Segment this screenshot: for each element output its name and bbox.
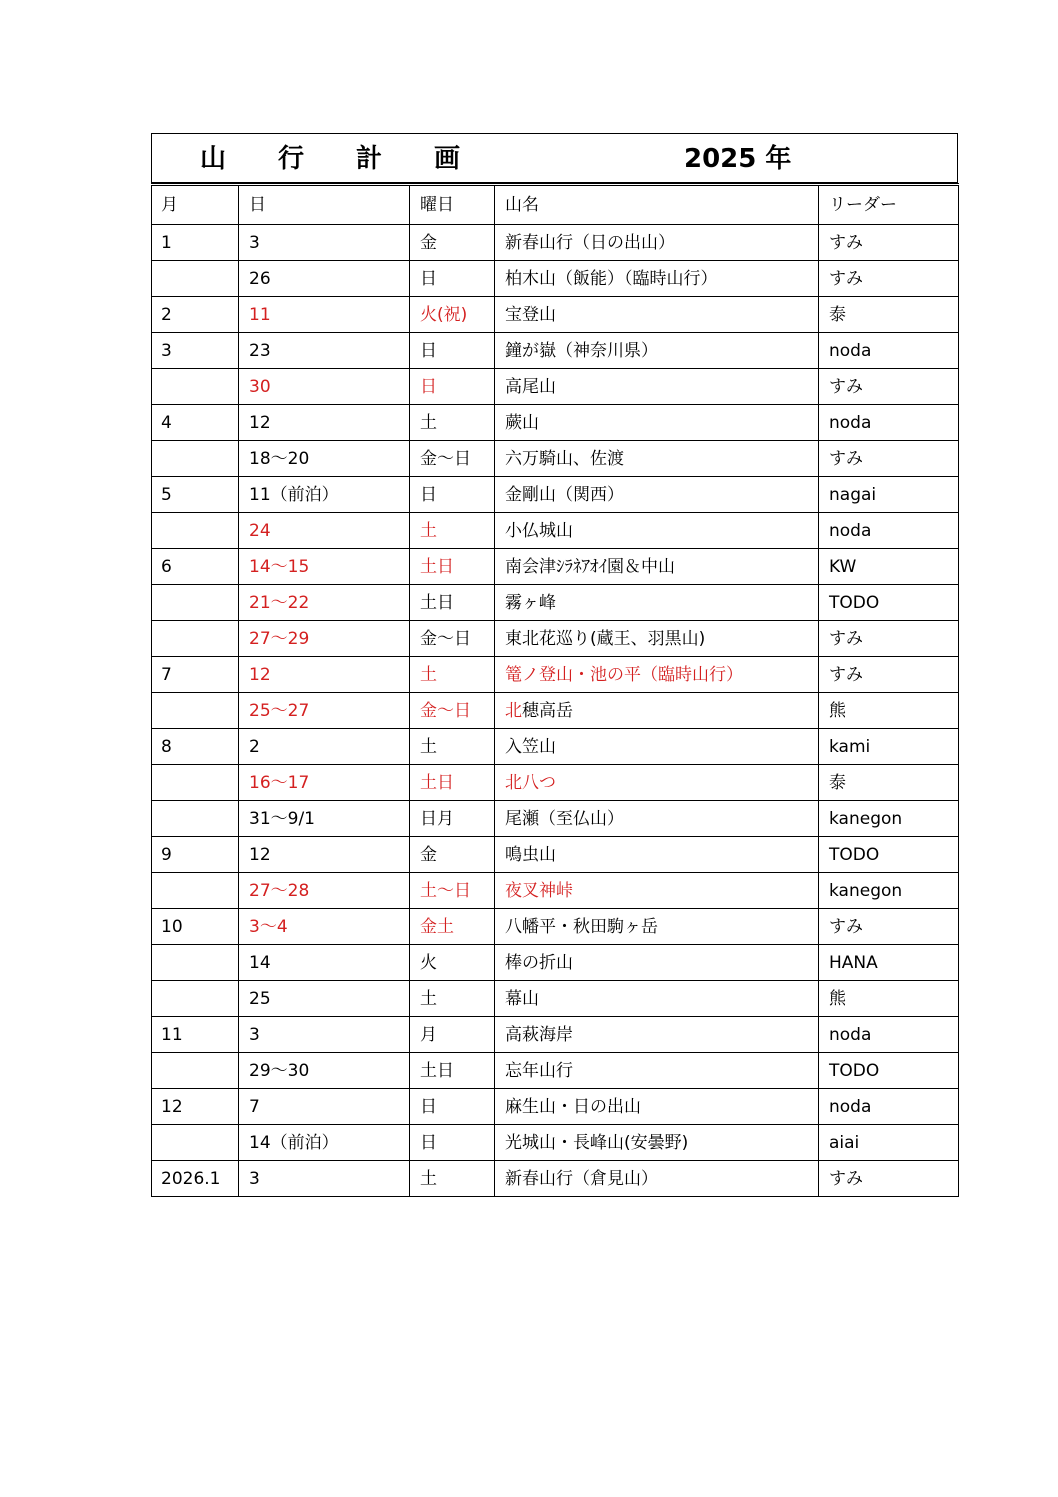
month-cell bbox=[152, 369, 239, 405]
header-mountain: 山名 bbox=[495, 185, 819, 225]
day-cell: 16～17 bbox=[239, 765, 410, 801]
dow-cell: 土日 bbox=[410, 765, 495, 801]
month-cell: 3 bbox=[152, 333, 239, 369]
mountain-cell bbox=[495, 693, 819, 729]
table-row bbox=[152, 873, 959, 909]
table-row bbox=[152, 801, 959, 837]
mountain-cell: 新春山行（倉見山） bbox=[495, 1161, 819, 1197]
title-box bbox=[151, 133, 958, 183]
table-row bbox=[152, 441, 959, 477]
dow-cell: 土 bbox=[410, 981, 495, 1017]
leader-cell: 泰 bbox=[819, 765, 959, 801]
day-cell: 21～22 bbox=[239, 585, 410, 621]
month-cell bbox=[152, 693, 239, 729]
month-cell bbox=[152, 261, 239, 297]
month-cell: 8 bbox=[152, 729, 239, 765]
mountain-cell: 尾瀬（至仏山） bbox=[495, 801, 819, 837]
mountain-cell: 忘年山行 bbox=[495, 1053, 819, 1089]
dow-cell: 土日 bbox=[410, 585, 495, 621]
day-cell: 11 bbox=[239, 297, 410, 333]
dow-cell: 日 bbox=[410, 369, 495, 405]
day-cell: 14 bbox=[239, 945, 410, 981]
dow-cell: 日月 bbox=[410, 801, 495, 837]
mountain-cell: 東北花巡り(蔵王、羽黒山) bbox=[495, 621, 819, 657]
table-row bbox=[152, 513, 959, 549]
day-cell: 23 bbox=[239, 333, 410, 369]
day-cell: 3 bbox=[239, 1017, 410, 1053]
dow-cell: 土 bbox=[410, 405, 495, 441]
month-cell bbox=[152, 873, 239, 909]
leader-cell: noda bbox=[819, 405, 959, 441]
leader-cell: HANA bbox=[819, 945, 959, 981]
table-row bbox=[152, 981, 959, 1017]
page-title: 山 行 計 画 bbox=[200, 144, 461, 174]
leader-cell: kami bbox=[819, 729, 959, 765]
header-leader: リーダー bbox=[819, 185, 959, 225]
month-cell bbox=[152, 513, 239, 549]
month-cell: 2 bbox=[152, 297, 239, 333]
mountain-cell: 六万騎山、佐渡 bbox=[495, 441, 819, 477]
dow-cell: 月 bbox=[410, 1017, 495, 1053]
leader-cell: すみ bbox=[819, 369, 959, 405]
header-dow: 曜日 bbox=[410, 185, 495, 225]
mountain-cell: 光城山・長峰山(安曇野) bbox=[495, 1125, 819, 1161]
table-row bbox=[152, 585, 959, 621]
dow-cell: 火(祝) bbox=[410, 297, 495, 333]
table-row bbox=[152, 405, 959, 441]
day-cell: 11（前泊） bbox=[239, 477, 410, 513]
mountain-cell: 北八つ bbox=[495, 765, 819, 801]
month-cell bbox=[152, 585, 239, 621]
mountain-cell: 八幡平・秋田駒ヶ岳 bbox=[495, 909, 819, 945]
leader-cell: TODO bbox=[819, 585, 959, 621]
day-cell: 12 bbox=[239, 837, 410, 873]
table-row bbox=[152, 657, 959, 693]
month-cell bbox=[152, 945, 239, 981]
day-cell: 12 bbox=[239, 405, 410, 441]
mountain-cell: 高尾山 bbox=[495, 369, 819, 405]
table-row bbox=[152, 297, 959, 333]
mountain-cell: 鳴虫山 bbox=[495, 837, 819, 873]
mountain-cell: 篭ノ登山・池の平（臨時山行） bbox=[495, 657, 819, 693]
header-row bbox=[152, 185, 959, 225]
leader-cell: すみ bbox=[819, 261, 959, 297]
month-cell bbox=[152, 765, 239, 801]
day-cell: 14～15 bbox=[239, 549, 410, 585]
day-cell: 30 bbox=[239, 369, 410, 405]
dow-cell: 土～日 bbox=[410, 873, 495, 909]
month-cell: 5 bbox=[152, 477, 239, 513]
leader-cell: noda bbox=[819, 1089, 959, 1125]
leader-cell: すみ bbox=[819, 657, 959, 693]
table-row bbox=[152, 225, 959, 261]
day-cell: 7 bbox=[239, 1089, 410, 1125]
table-row bbox=[152, 729, 959, 765]
dow-cell: 日 bbox=[410, 1125, 495, 1161]
mountain-cell: 小仏城山 bbox=[495, 513, 819, 549]
mountain-cell: 高萩海岸 bbox=[495, 1017, 819, 1053]
month-cell: 10 bbox=[152, 909, 239, 945]
leader-cell: noda bbox=[819, 1017, 959, 1053]
leader-cell: 熊 bbox=[819, 693, 959, 729]
leader-cell: TODO bbox=[819, 1053, 959, 1089]
month-cell: 12 bbox=[152, 1089, 239, 1125]
mountain-name-rest: 穂高岳 bbox=[522, 700, 573, 721]
table-row bbox=[152, 909, 959, 945]
leader-cell: すみ bbox=[819, 1161, 959, 1197]
leader-cell: aiai bbox=[819, 1125, 959, 1161]
dow-cell: 金 bbox=[410, 225, 495, 261]
day-cell: 24 bbox=[239, 513, 410, 549]
leader-cell: nagai bbox=[819, 477, 959, 513]
day-cell: 29～30 bbox=[239, 1053, 410, 1089]
day-cell: 3 bbox=[239, 1161, 410, 1197]
table-row bbox=[152, 333, 959, 369]
table-row bbox=[152, 369, 959, 405]
day-cell: 27～29 bbox=[239, 621, 410, 657]
month-cell bbox=[152, 441, 239, 477]
dow-cell: 日 bbox=[410, 477, 495, 513]
table-row bbox=[152, 549, 959, 585]
day-cell: 18～20 bbox=[239, 441, 410, 477]
leader-cell: 熊 bbox=[819, 981, 959, 1017]
table-row bbox=[152, 1017, 959, 1053]
dow-cell: 日 bbox=[410, 261, 495, 297]
mountain-cell: 南会津ｼﾗﾈｱｵｲ園＆中山 bbox=[495, 549, 819, 585]
dow-cell: 土 bbox=[410, 513, 495, 549]
dow-cell: 土 bbox=[410, 1161, 495, 1197]
dow-cell: 土 bbox=[410, 729, 495, 765]
dow-cell: 金～日 bbox=[410, 693, 495, 729]
dow-cell: 土 bbox=[410, 657, 495, 693]
leader-cell: すみ bbox=[819, 909, 959, 945]
leader-cell: KW bbox=[819, 549, 959, 585]
dow-cell: 金～日 bbox=[410, 441, 495, 477]
table-row bbox=[152, 1089, 959, 1125]
dow-cell: 金 bbox=[410, 837, 495, 873]
mountain-cell: 入笠山 bbox=[495, 729, 819, 765]
leader-cell: kanegon bbox=[819, 873, 959, 909]
mountain-cell: 宝登山 bbox=[495, 297, 819, 333]
year-title: 2025 年 bbox=[684, 144, 792, 174]
day-cell: 14（前泊） bbox=[239, 1125, 410, 1161]
mountain-cell: 霧ヶ峰 bbox=[495, 585, 819, 621]
header-day: 日 bbox=[239, 185, 410, 225]
month-cell bbox=[152, 801, 239, 837]
table-row bbox=[152, 477, 959, 513]
leader-cell: kanegon bbox=[819, 801, 959, 837]
table-row bbox=[152, 1161, 959, 1197]
month-cell bbox=[152, 1053, 239, 1089]
leader-cell: noda bbox=[819, 513, 959, 549]
day-cell: 3～4 bbox=[239, 909, 410, 945]
table-row bbox=[152, 261, 959, 297]
dow-cell: 金～日 bbox=[410, 621, 495, 657]
day-cell: 25 bbox=[239, 981, 410, 1017]
dow-cell: 火 bbox=[410, 945, 495, 981]
dow-cell: 金土 bbox=[410, 909, 495, 945]
table-row bbox=[152, 945, 959, 981]
month-cell: 6 bbox=[152, 549, 239, 585]
schedule-table bbox=[151, 183, 959, 1197]
month-cell: 2026.1 bbox=[152, 1161, 239, 1197]
mountain-cell: 棒の折山 bbox=[495, 945, 819, 981]
table-row bbox=[152, 693, 959, 729]
leader-cell: TODO bbox=[819, 837, 959, 873]
header-month: 月 bbox=[152, 185, 239, 225]
schedule-sheet bbox=[151, 133, 958, 1197]
mountain-cell: 柏木山（飯能）（臨時山行） bbox=[495, 261, 819, 297]
mountain-cell: 夜叉神峠 bbox=[495, 873, 819, 909]
month-cell bbox=[152, 981, 239, 1017]
mountain-name-prefix: 北 bbox=[505, 700, 522, 721]
leader-cell: noda bbox=[819, 333, 959, 369]
month-cell bbox=[152, 621, 239, 657]
day-cell: 25～27 bbox=[239, 693, 410, 729]
mountain-cell: 鐘が嶽（神奈川県） bbox=[495, 333, 819, 369]
dow-cell: 日 bbox=[410, 333, 495, 369]
day-cell: 3 bbox=[239, 225, 410, 261]
dow-cell: 日 bbox=[410, 1089, 495, 1125]
month-cell bbox=[152, 1125, 239, 1161]
day-cell: 26 bbox=[239, 261, 410, 297]
mountain-cell: 金剛山（関西） bbox=[495, 477, 819, 513]
dow-cell: 土日 bbox=[410, 549, 495, 585]
month-cell: 11 bbox=[152, 1017, 239, 1053]
table-row bbox=[152, 765, 959, 801]
dow-cell: 土日 bbox=[410, 1053, 495, 1089]
table-row bbox=[152, 1053, 959, 1089]
leader-cell: 泰 bbox=[819, 297, 959, 333]
table-row bbox=[152, 621, 959, 657]
leader-cell: すみ bbox=[819, 441, 959, 477]
table-row bbox=[152, 1125, 959, 1161]
leader-cell: すみ bbox=[819, 621, 959, 657]
month-cell: 1 bbox=[152, 225, 239, 261]
mountain-cell: 新春山行（日の出山） bbox=[495, 225, 819, 261]
mountain-cell: 幕山 bbox=[495, 981, 819, 1017]
month-cell: 7 bbox=[152, 657, 239, 693]
day-cell: 31～9/1 bbox=[239, 801, 410, 837]
day-cell: 27～28 bbox=[239, 873, 410, 909]
month-cell: 9 bbox=[152, 837, 239, 873]
mountain-cell: 麻生山・日の出山 bbox=[495, 1089, 819, 1125]
day-cell: 12 bbox=[239, 657, 410, 693]
mountain-cell: 蕨山 bbox=[495, 405, 819, 441]
month-cell: 4 bbox=[152, 405, 239, 441]
day-cell: 2 bbox=[239, 729, 410, 765]
table-row bbox=[152, 837, 959, 873]
leader-cell: すみ bbox=[819, 225, 959, 261]
